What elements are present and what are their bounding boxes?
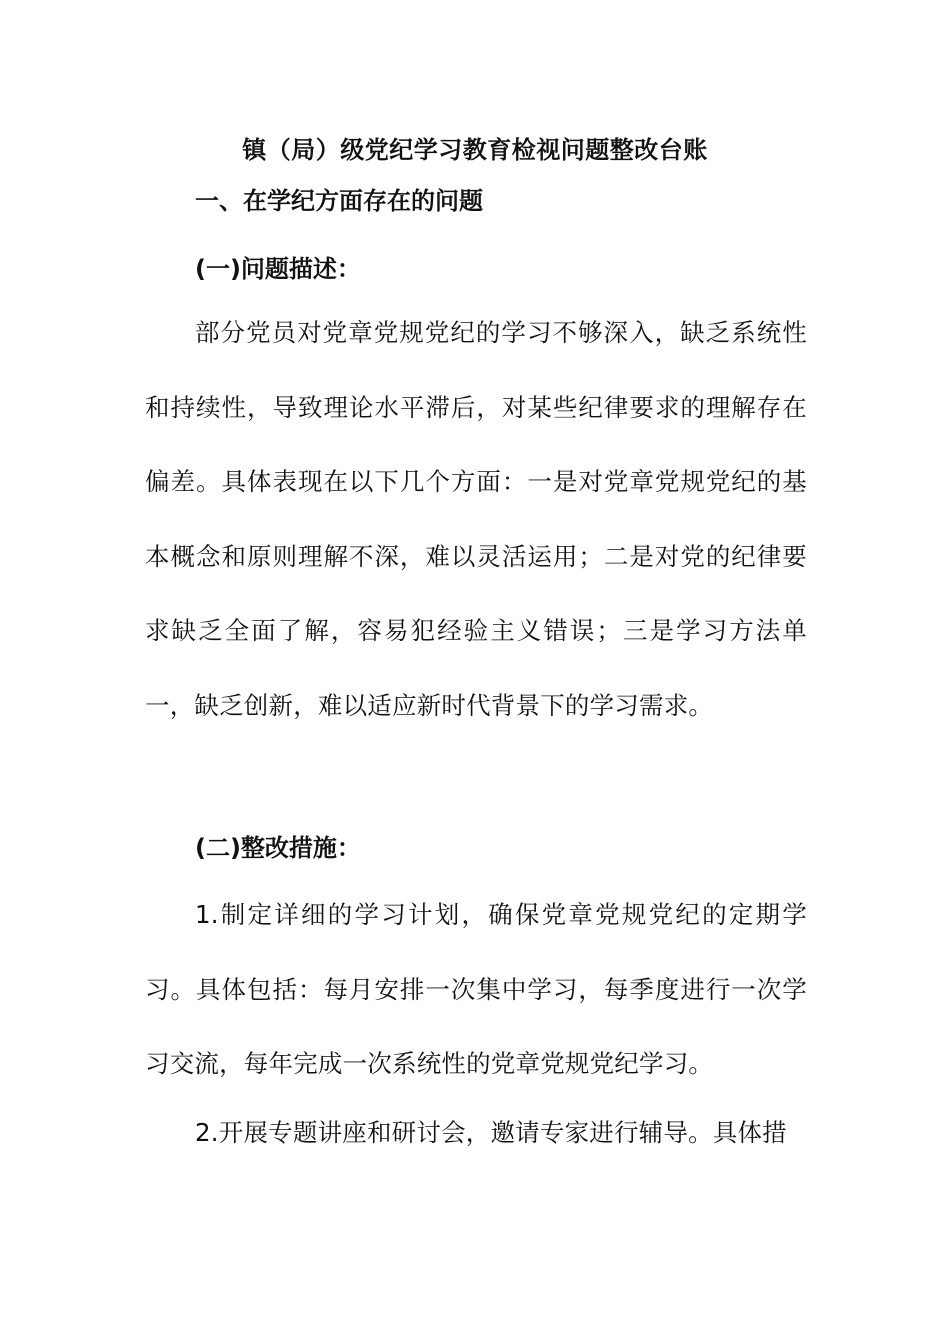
section-heading: 一、在学纪方面存在的问题 <box>195 187 483 215</box>
measure-2-paragraph: 2.开展专题讲座和研讨会，邀请专家进行辅导。具体措 <box>195 1118 787 1147</box>
subheading-problem-description: (一)问题描述： <box>195 255 361 283</box>
document-title: 镇（局）级党纪学习教育检视问题整改台账 <box>242 136 708 164</box>
subheading-rectification-measures: (二)整改措施： <box>195 834 361 862</box>
problem-description-paragraph: 部分党员对党章党规党纪的学习不够深入，缺乏系统性和持续性，导致理论水平滞后，对某些纪律要求的理解存在偏差。具体表现在以下几个方面：一是对党章党规党纪的基本概念和原则理解不深，难以灵活运用；二是对党的纪律要求缺乏全面了解，容易犯经验主义错误；三是学习方法单一，缺乏创新，难以适应新时代背景下的学习需求。 <box>145 318 807 720</box>
measure-1-paragraph: 1.制定详细的学习计划，确保党章党规党纪的定期学习。具体包括：每月安排一次集中学习，每季度进行一次学习交流，每年完成一次系统性的党章党规党纪学习。 <box>145 900 807 1078</box>
